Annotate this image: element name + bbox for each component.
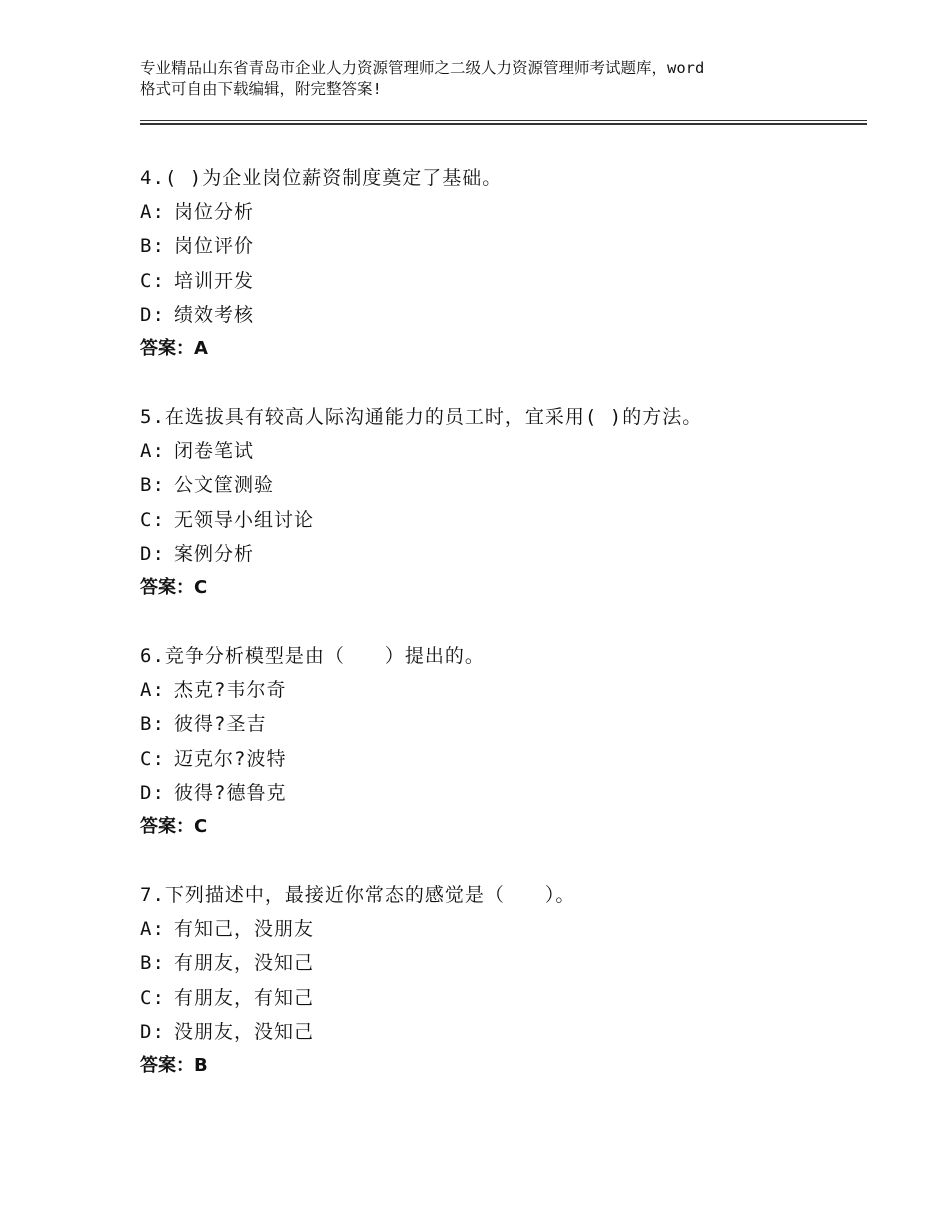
option-key: B: xyxy=(140,952,165,975)
header-divider-thin xyxy=(140,120,867,121)
option-b xyxy=(140,229,860,263)
option-text: 彼得?德鲁克 xyxy=(174,781,287,804)
option-a xyxy=(140,673,860,707)
question-block xyxy=(140,400,860,605)
option-d xyxy=(140,537,860,571)
option-key: C: xyxy=(140,508,165,531)
option-text: 有知己，没朋友 xyxy=(174,918,315,941)
answer-line: 答案：A xyxy=(140,337,208,359)
option-text: 没朋友，没知己 xyxy=(174,1020,315,1043)
question-block xyxy=(140,161,860,366)
option-b xyxy=(140,707,860,741)
option-key: D: xyxy=(140,542,165,565)
question-stem: 6.竞争分析模型是由（ ）提出的。 xyxy=(140,645,485,667)
header-title-line2: 格式可自由下载编辑，附完整答案! xyxy=(140,80,382,98)
option-key: B: xyxy=(140,713,165,736)
option-text: 岗位分析 xyxy=(174,201,255,224)
option-c xyxy=(140,981,860,1015)
option-text: 绩效考核 xyxy=(174,303,255,326)
header-title-line1: 专业精品山东省青岛市企业人力资源管理师之二级人力资源管理师考试题库，word xyxy=(140,59,705,77)
option-text: 迈克尔?波特 xyxy=(174,747,287,770)
option-d xyxy=(140,776,860,810)
option-c xyxy=(140,264,860,298)
header-divider-thick xyxy=(140,123,867,125)
option-c xyxy=(140,503,860,537)
option-b xyxy=(140,946,860,980)
question-stem: 7.下列描述中，最接近你常态的感觉是（ ）。 xyxy=(140,884,576,906)
option-key: A: xyxy=(140,918,165,941)
option-key: D: xyxy=(140,781,165,804)
option-text: 公文筐测验 xyxy=(174,474,275,497)
option-key: A: xyxy=(140,201,165,224)
option-text: 案例分析 xyxy=(174,542,255,565)
question-stem: 4.( )为企业岗位薪资制度奠定了基础。 xyxy=(140,167,503,189)
option-key: A: xyxy=(140,440,165,463)
option-b xyxy=(140,468,860,502)
option-a xyxy=(140,434,860,468)
option-text: 有朋友，有知己 xyxy=(174,986,315,1009)
option-text: 有朋友，没知己 xyxy=(174,952,315,975)
question-block xyxy=(140,639,860,844)
document-header xyxy=(140,58,840,100)
question-block xyxy=(140,878,860,1083)
option-key: C: xyxy=(140,269,165,292)
option-key: D: xyxy=(140,303,165,326)
option-text: 培训开发 xyxy=(174,269,255,292)
question-stem: 5.在选拔具有较高人际沟通能力的员工时，宜采用( )的方法。 xyxy=(140,406,703,428)
option-key: D: xyxy=(140,1020,165,1043)
option-key: C: xyxy=(140,747,165,770)
option-text: 闭卷笔试 xyxy=(174,440,255,463)
option-d xyxy=(140,1015,860,1049)
option-text: 杰克?韦尔奇 xyxy=(174,679,287,702)
option-c xyxy=(140,742,860,776)
option-text: 彼得?圣吉 xyxy=(174,713,267,736)
answer-line: 答案：C xyxy=(140,576,208,598)
answer-line: 答案：B xyxy=(140,1054,208,1076)
option-a xyxy=(140,912,860,946)
option-key: C: xyxy=(140,986,165,1009)
option-text: 无领导小组讨论 xyxy=(174,508,315,531)
answer-line: 答案：C xyxy=(140,815,208,837)
option-d xyxy=(140,298,860,332)
option-a xyxy=(140,195,860,229)
option-text: 岗位评价 xyxy=(174,235,255,258)
option-key: B: xyxy=(140,474,165,497)
option-key: B: xyxy=(140,235,165,258)
option-key: A: xyxy=(140,679,165,702)
